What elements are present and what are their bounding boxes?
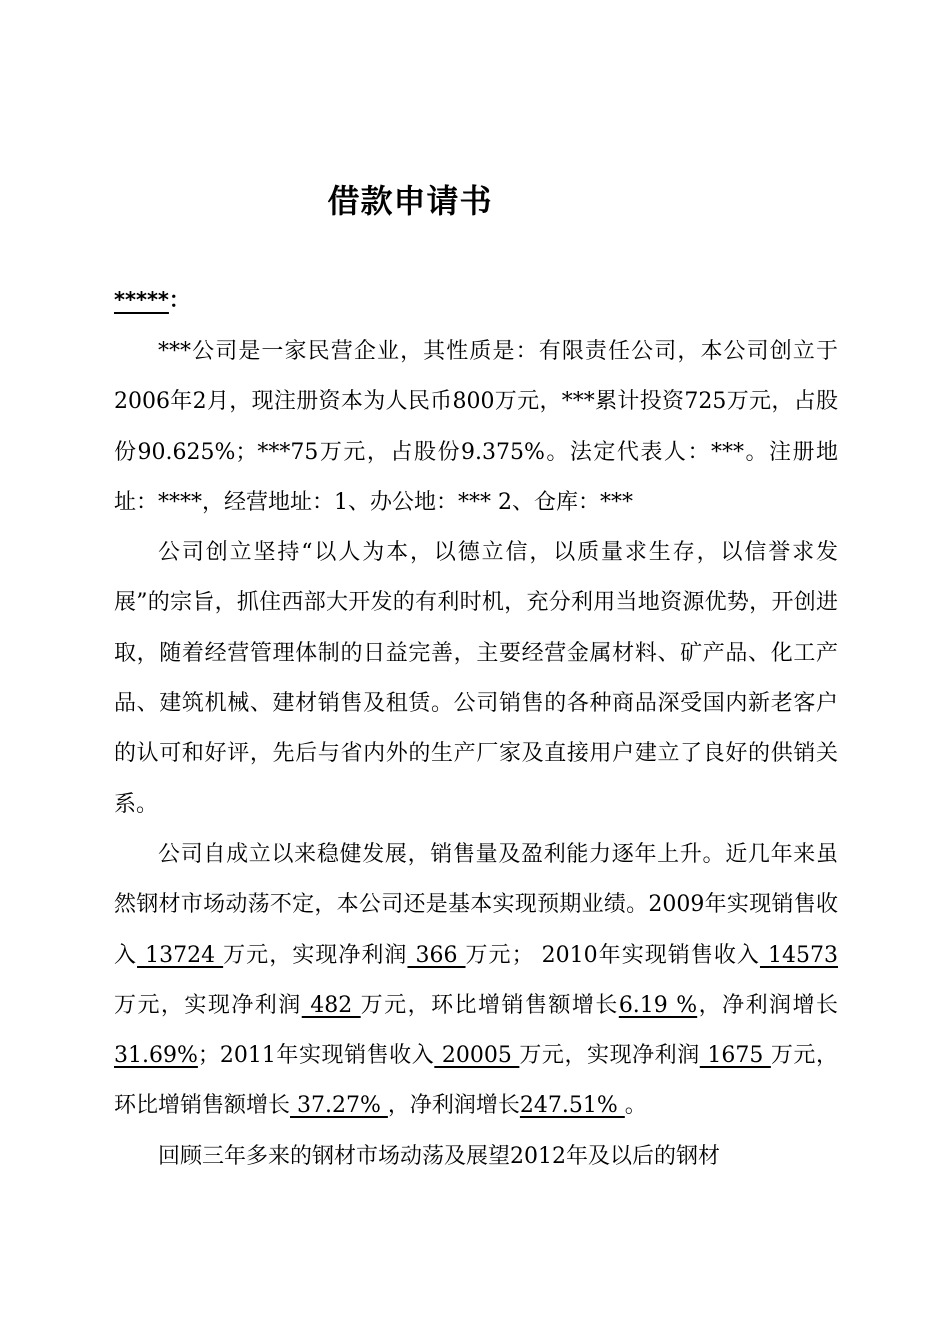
document-body [114, 327, 838, 1182]
salutation [114, 284, 190, 314]
profit-2011-value: 1675 [699, 1043, 771, 1069]
text-segment: 万元，环比增销售额增长 [114, 1043, 838, 1119]
salutation-colon: ： [168, 288, 190, 312]
text-segment: 。 [624, 1093, 647, 1119]
text-segment: 万元，实现净利润 [223, 942, 408, 968]
profit-2009-value: 366 [407, 942, 466, 968]
paragraph-market-outlook: 回顾三年多来的钢材市场动荡及展望2012年及以后的钢材 [158, 1143, 720, 1169]
sales-growth-2011-value: 37.27% [290, 1093, 388, 1119]
document-title: 借款申请书 [327, 182, 493, 220]
sales-growth-2010-value: 6.19 % [618, 992, 698, 1018]
paragraph-company-mission: 公司创立坚持“以人为本，以德立信，以质量求生存，以信誉求发展”的宗旨，抓住西部大开发的有利时机，充分利用当地资源优势，开创进取，随着经营管理体制的日益完善，主要经营金属材料、矿产品、化工产品、建筑机械、建材销售及租赁。公司销售的各种商品深受国内新老客户的认可和好评，先后与省内外的生产厂家及直接用户建立了良好的供销关系。 [114, 540, 838, 817]
paragraph-company-profile: ***公司是一家民营企业，其性质是：有限责任公司，本公司创立于2006年2月，现注册资本为人民币800万元，***累计投资725万元，占股份90.625%；***75万元，占股份9.375%。法定代表人：***。注册地址：****，经营地址：1、办公地：*** 2、仓库：*** [114, 339, 838, 515]
text-segment: 万元，实现净利润 [114, 992, 302, 1018]
text-segment: ，净利润增长 [387, 1093, 520, 1119]
text-segment: 万元，实现净利润 [519, 1043, 700, 1069]
sales-2011-value: 20005 [434, 1043, 520, 1069]
addressee: ***** [114, 288, 169, 312]
profit-2010-value: 482 [301, 992, 361, 1018]
text-segment: 万元； 2010年实现销售收入 [465, 942, 760, 968]
profit-growth-2011-value: 247.51% [519, 1093, 625, 1119]
sales-2010-value: 14573 [759, 942, 838, 968]
paragraph-financial-performance [114, 830, 838, 1132]
profit-growth-2010-value: 31.69% [114, 1043, 198, 1069]
text-segment: ；2011年实现销售收入 [197, 1043, 435, 1069]
sales-2009-value: 13724 [137, 942, 224, 968]
text-segment: ，净利润增长 [697, 992, 838, 1018]
text-segment: 万元，环比增销售额增长 [360, 992, 619, 1018]
text-segment: 公司自成立以来稳健发展，销售量及盈利能力逐年上升。近几年来虽然钢材市场动荡不定，本公司还是基本实现预期业绩。2009年实现销售收入 [114, 841, 838, 968]
